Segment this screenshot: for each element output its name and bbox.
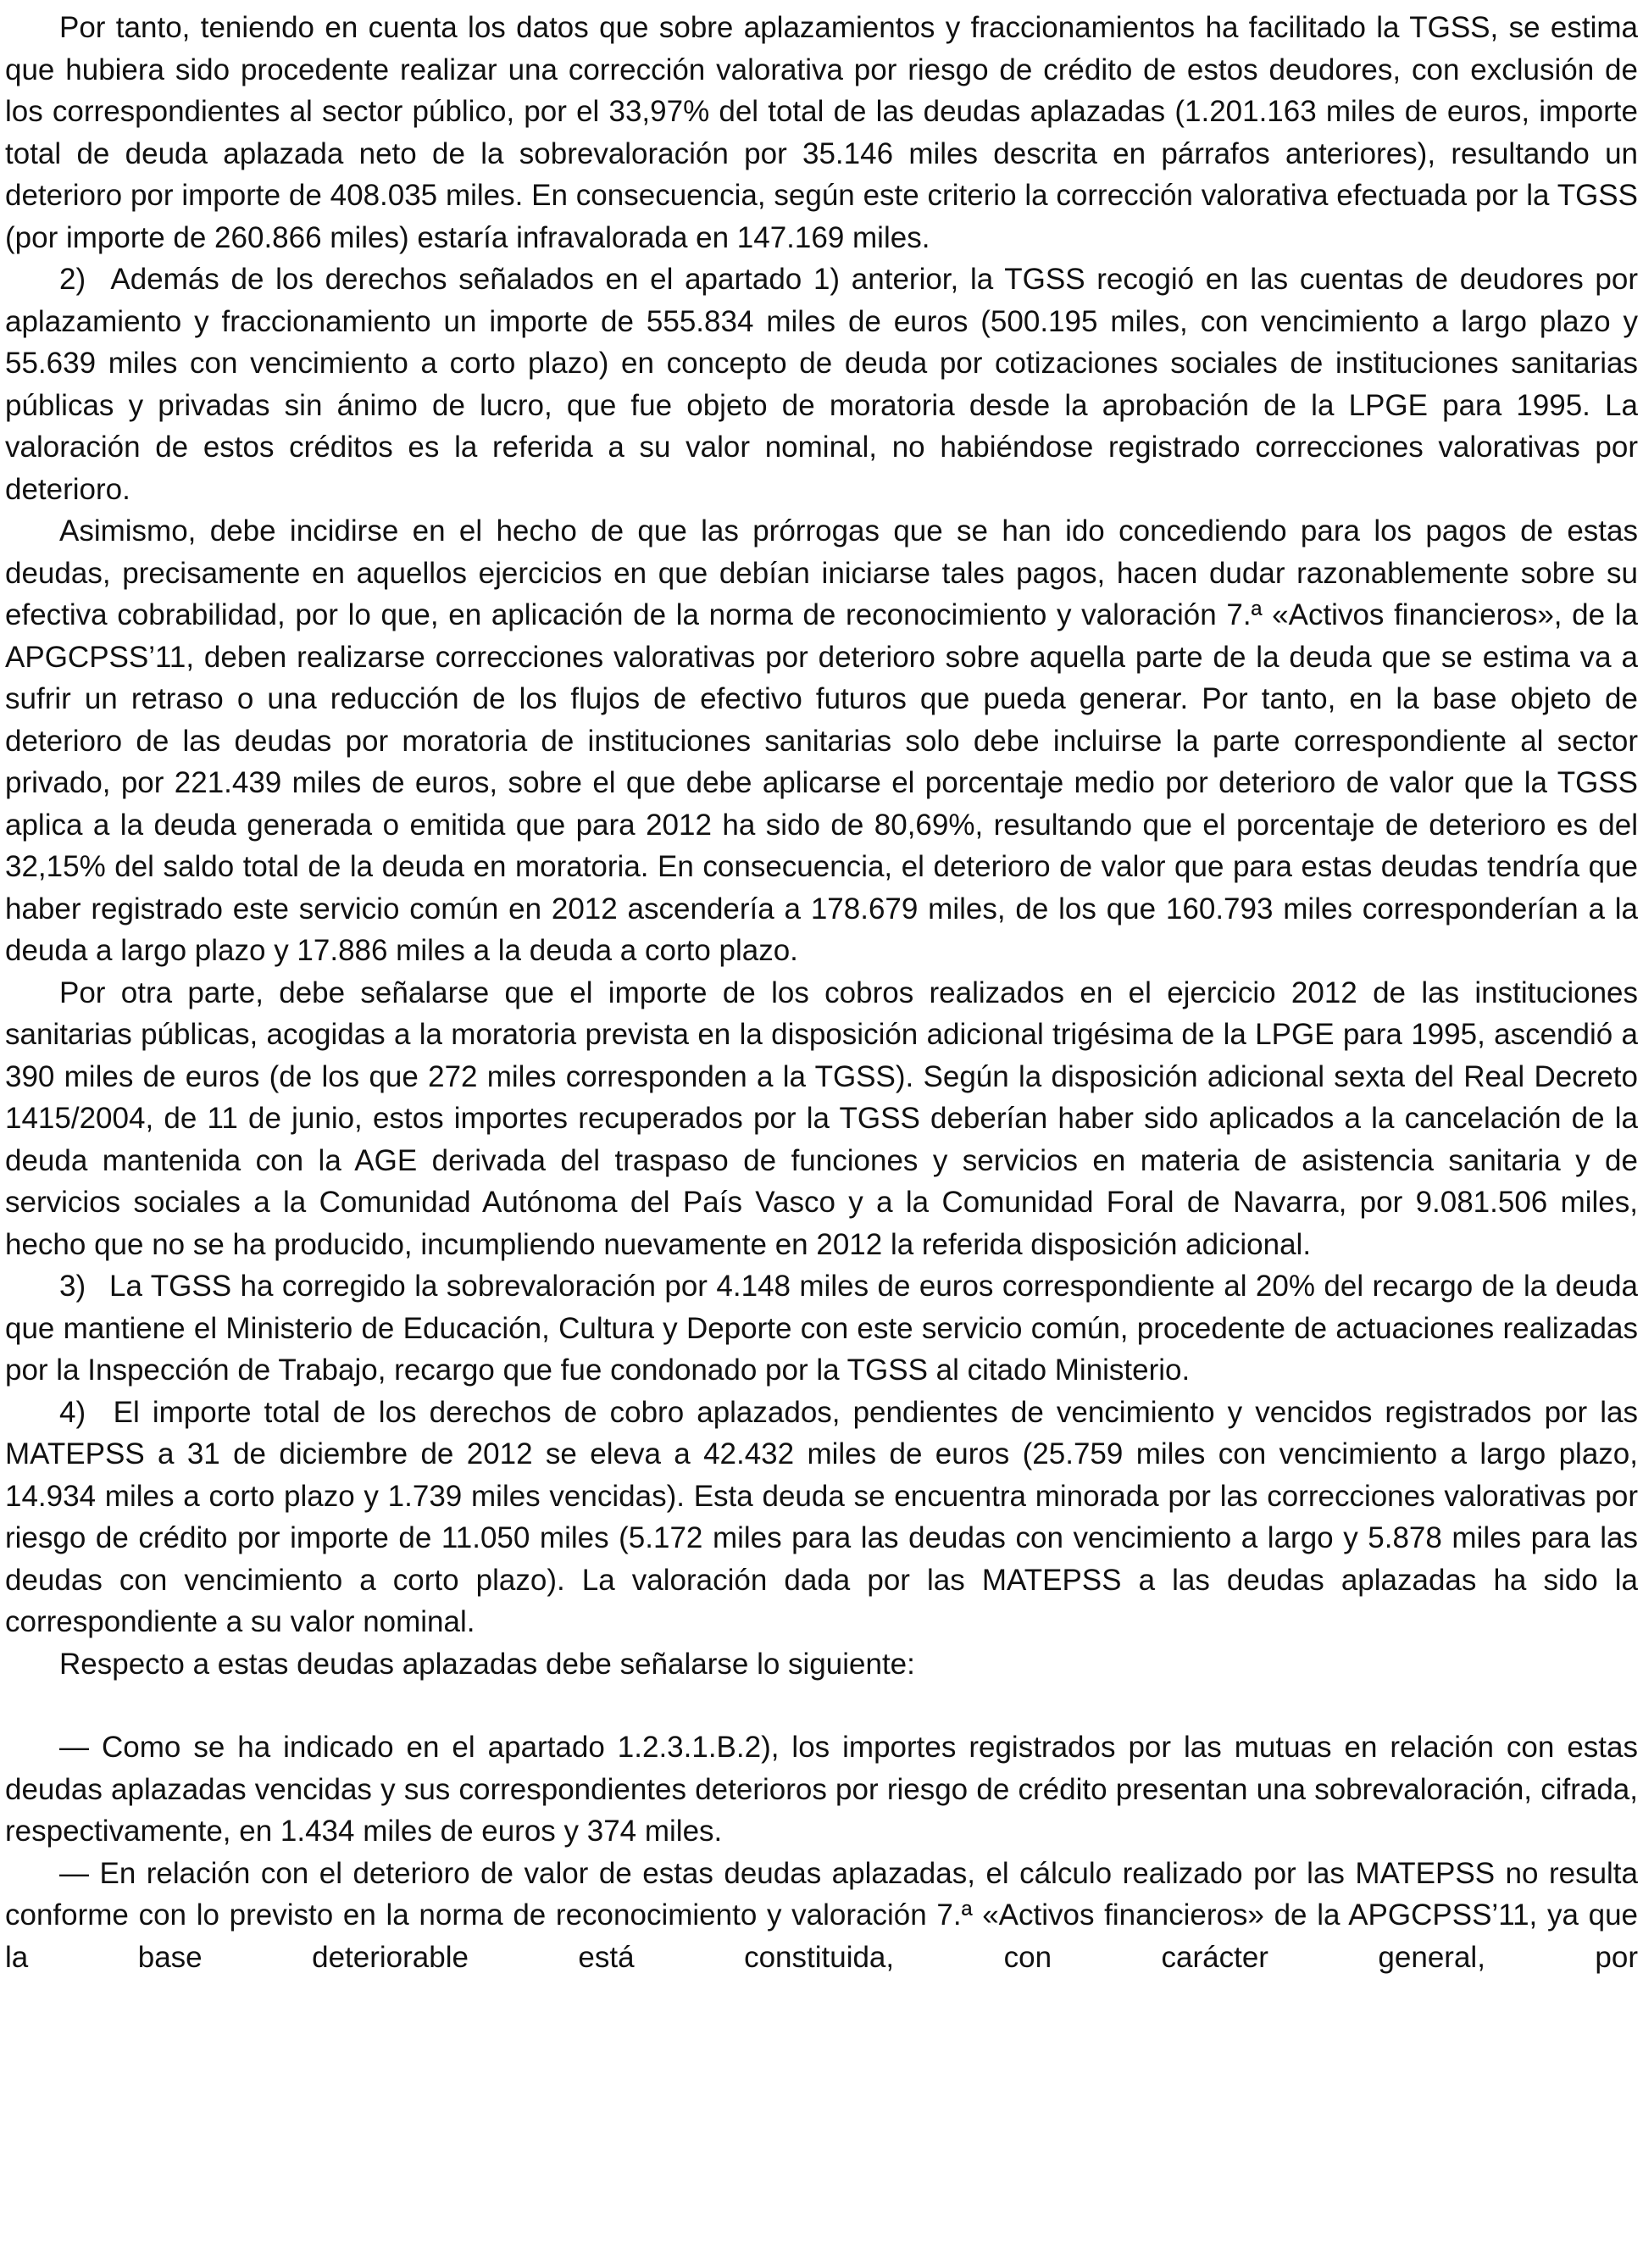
paragraph-item-2-moratoria: 2) Además de los derechos señalados en el apartado 1) anterior, la TGSS recogió en las cuentas de deudores por aplazamiento y fraccionamiento un importe de 555.834 miles de euros (500.195 miles, con vencimiento a largo plazo y 55.639 miles con vencimiento a corto plazo) en concepto de deuda por cotizaciones sociales de instituciones sanitarias públicas y privadas sin ánimo de lucro, que fue objeto de moratoria desde la aprobación de la LPGE para 1995. La valoración de estos créditos es la referida a su valor nominal, no habiéndose registrado correcciones valorativas por deterioro. [5, 263, 1638, 506]
paragraph-correccion-valorativa: Por tanto, teniendo en cuenta los datos que sobre aplazamientos y fraccionamientos ha facilitado la TGSS, se estima que hubiera sido procedente realizar una corrección valorativa por riesgo de crédito de estos deudores, con exclusión de los correspondientes al sector público, por el 33,97% del total de las deudas aplazadas (1.201.163 miles de euros, importe total de deuda aplazada neto de la sobrevaloración por 35.146 miles descrita en párrafos anteriores), resultando un deterioro por importe de 408.035 miles. En consecuencia, según este criterio la corrección valorativa efectuada por la TGSS (por importe de 260.866 miles) estaría infravalorada en 147.169 miles. [5, 11, 1638, 254]
list-item-sobrevaloracion-mutuas: — Como se ha indicado en el apartado 1.2.3.1.B.2), los importes registrados por las mutuas en relación con estas deudas aplazadas vencidas y sus correspondientes deterioros por riesgo de crédito presentan una sobrevaloración, cifrada, respectivamente, en 1.434 miles de euros y 374 miles. [5, 1731, 1638, 1848]
paragraph-item-4-matepss: 4) El importe total de los derechos de cobro aplazados, pendientes de vencimiento y vencidos registrados por las MATEPSS a 31 de diciembre de 2012 se eleva a 42.432 miles de euros (25.759 miles con vencimiento a largo plazo, 14.934 miles a corto plazo y 1.739 miles vencidas). Esta deuda se encuentra minorada por las correcciones valorativas por riesgo de crédito por importe de 11.050 miles (5.172 miles para las deudas con vencimiento a largo y 5.878 miles para las deudas con vencimiento a corto plazo). La valoración dada por las MATEPSS a las deudas aplazadas ha sido la correspondiente a su valor nominal. [5, 1395, 1638, 1638]
list-item-deterioro-valor: — En relación con el deterioro de valor de estas deudas aplazadas, el cálculo realizado por las MATEPSS no resulta conforme con lo previsto en la norma de reconocimiento y valoración 7.ª «Activos financieros» de la APGCPSS’11, ya que la base deteriorable está constituida, con carácter general, por [5, 1856, 1638, 1974]
paragraph-respecto-deudas: Respecto a estas deudas aplazadas debe señalarse lo siguiente: [59, 1647, 915, 1681]
paragraph-item-3-sobrevaloracion: 3) La TGSS ha corregido la sobrevaloración por 4.148 miles de euros correspondiente al 20% del recargo de la deuda que mantiene el Ministerio de Educación, Cultura y Deporte con este servicio común, procedente de actuaciones realizadas por la Inspección de Trabajo, recargo que fue condonado por la TGSS al citado Ministerio. [5, 1270, 1638, 1387]
paragraph-cobros-instituciones: Por otra parte, debe señalarse que el importe de los cobros realizados en el ejercicio 2012 de las instituciones sanitarias públicas, acogidas a la moratoria prevista en la disposición adicional trigésima de la LPGE para 1995, ascendió a 390 miles de euros (de los que 272 miles corresponden a la TGSS). Según la disposición adicional sexta del Real Decreto 1415/2004, de 11 de junio, estos importes recuperados por la TGSS deberían haber sido aplicados a la cancelación de la deuda mantenida con la AGE derivada del traspaso de funciones y servicios en materia de asistencia sanitaria y de servicios sociales a la Comunidad Autónoma del País Vasco y a la Comunidad Foral de Navarra, por 9.081.506 miles, hecho que no se ha producido, incumpliendo nuevamente en 2012 la referida disposición adicional. [5, 976, 1638, 1261]
paragraph-prorrogas-deterioro: Asimismo, debe incidirse en el hecho de que las prórrogas que se han ido concediendo para los pagos de estas deudas, precisamente en aquellos ejercicios en que debían iniciarse tales pagos, hacen dudar razonablemente sobre su efectiva cobrabilidad, por lo que, en aplicación de la norma de reconocimiento y valoración 7.ª «Activos financieros», de la APGCPSS’11, deben realizarse correcciones valorativas por deterioro sobre aquella parte de la deuda que se estima va a sufrir un retraso o una reducción de los flujos de efectivo futuros que pueda generar. Por tanto, en la base objeto de deterioro de las deudas por moratoria de instituciones sanitarias solo debe incluirse la parte correspondiente al sector privado, por 221.439 miles de euros, sobre el que debe aplicarse el porcentaje medio por deterioro de valor que la TGSS aplica a la deuda generada o emitida que para 2012 ha sido de 80,69%, resultando que el porcentaje de deterioro es del 32,15% del saldo total de la deuda en moratoria. En consecuencia, el deterioro de valor que para estas deudas tendría que haber registrado este servicio común en 2012 ascendería a 178.679 miles, de los que 160.793 miles corresponderían a la deuda a largo plazo y 17.886 miles a la deuda a corto plazo. [5, 514, 1638, 967]
